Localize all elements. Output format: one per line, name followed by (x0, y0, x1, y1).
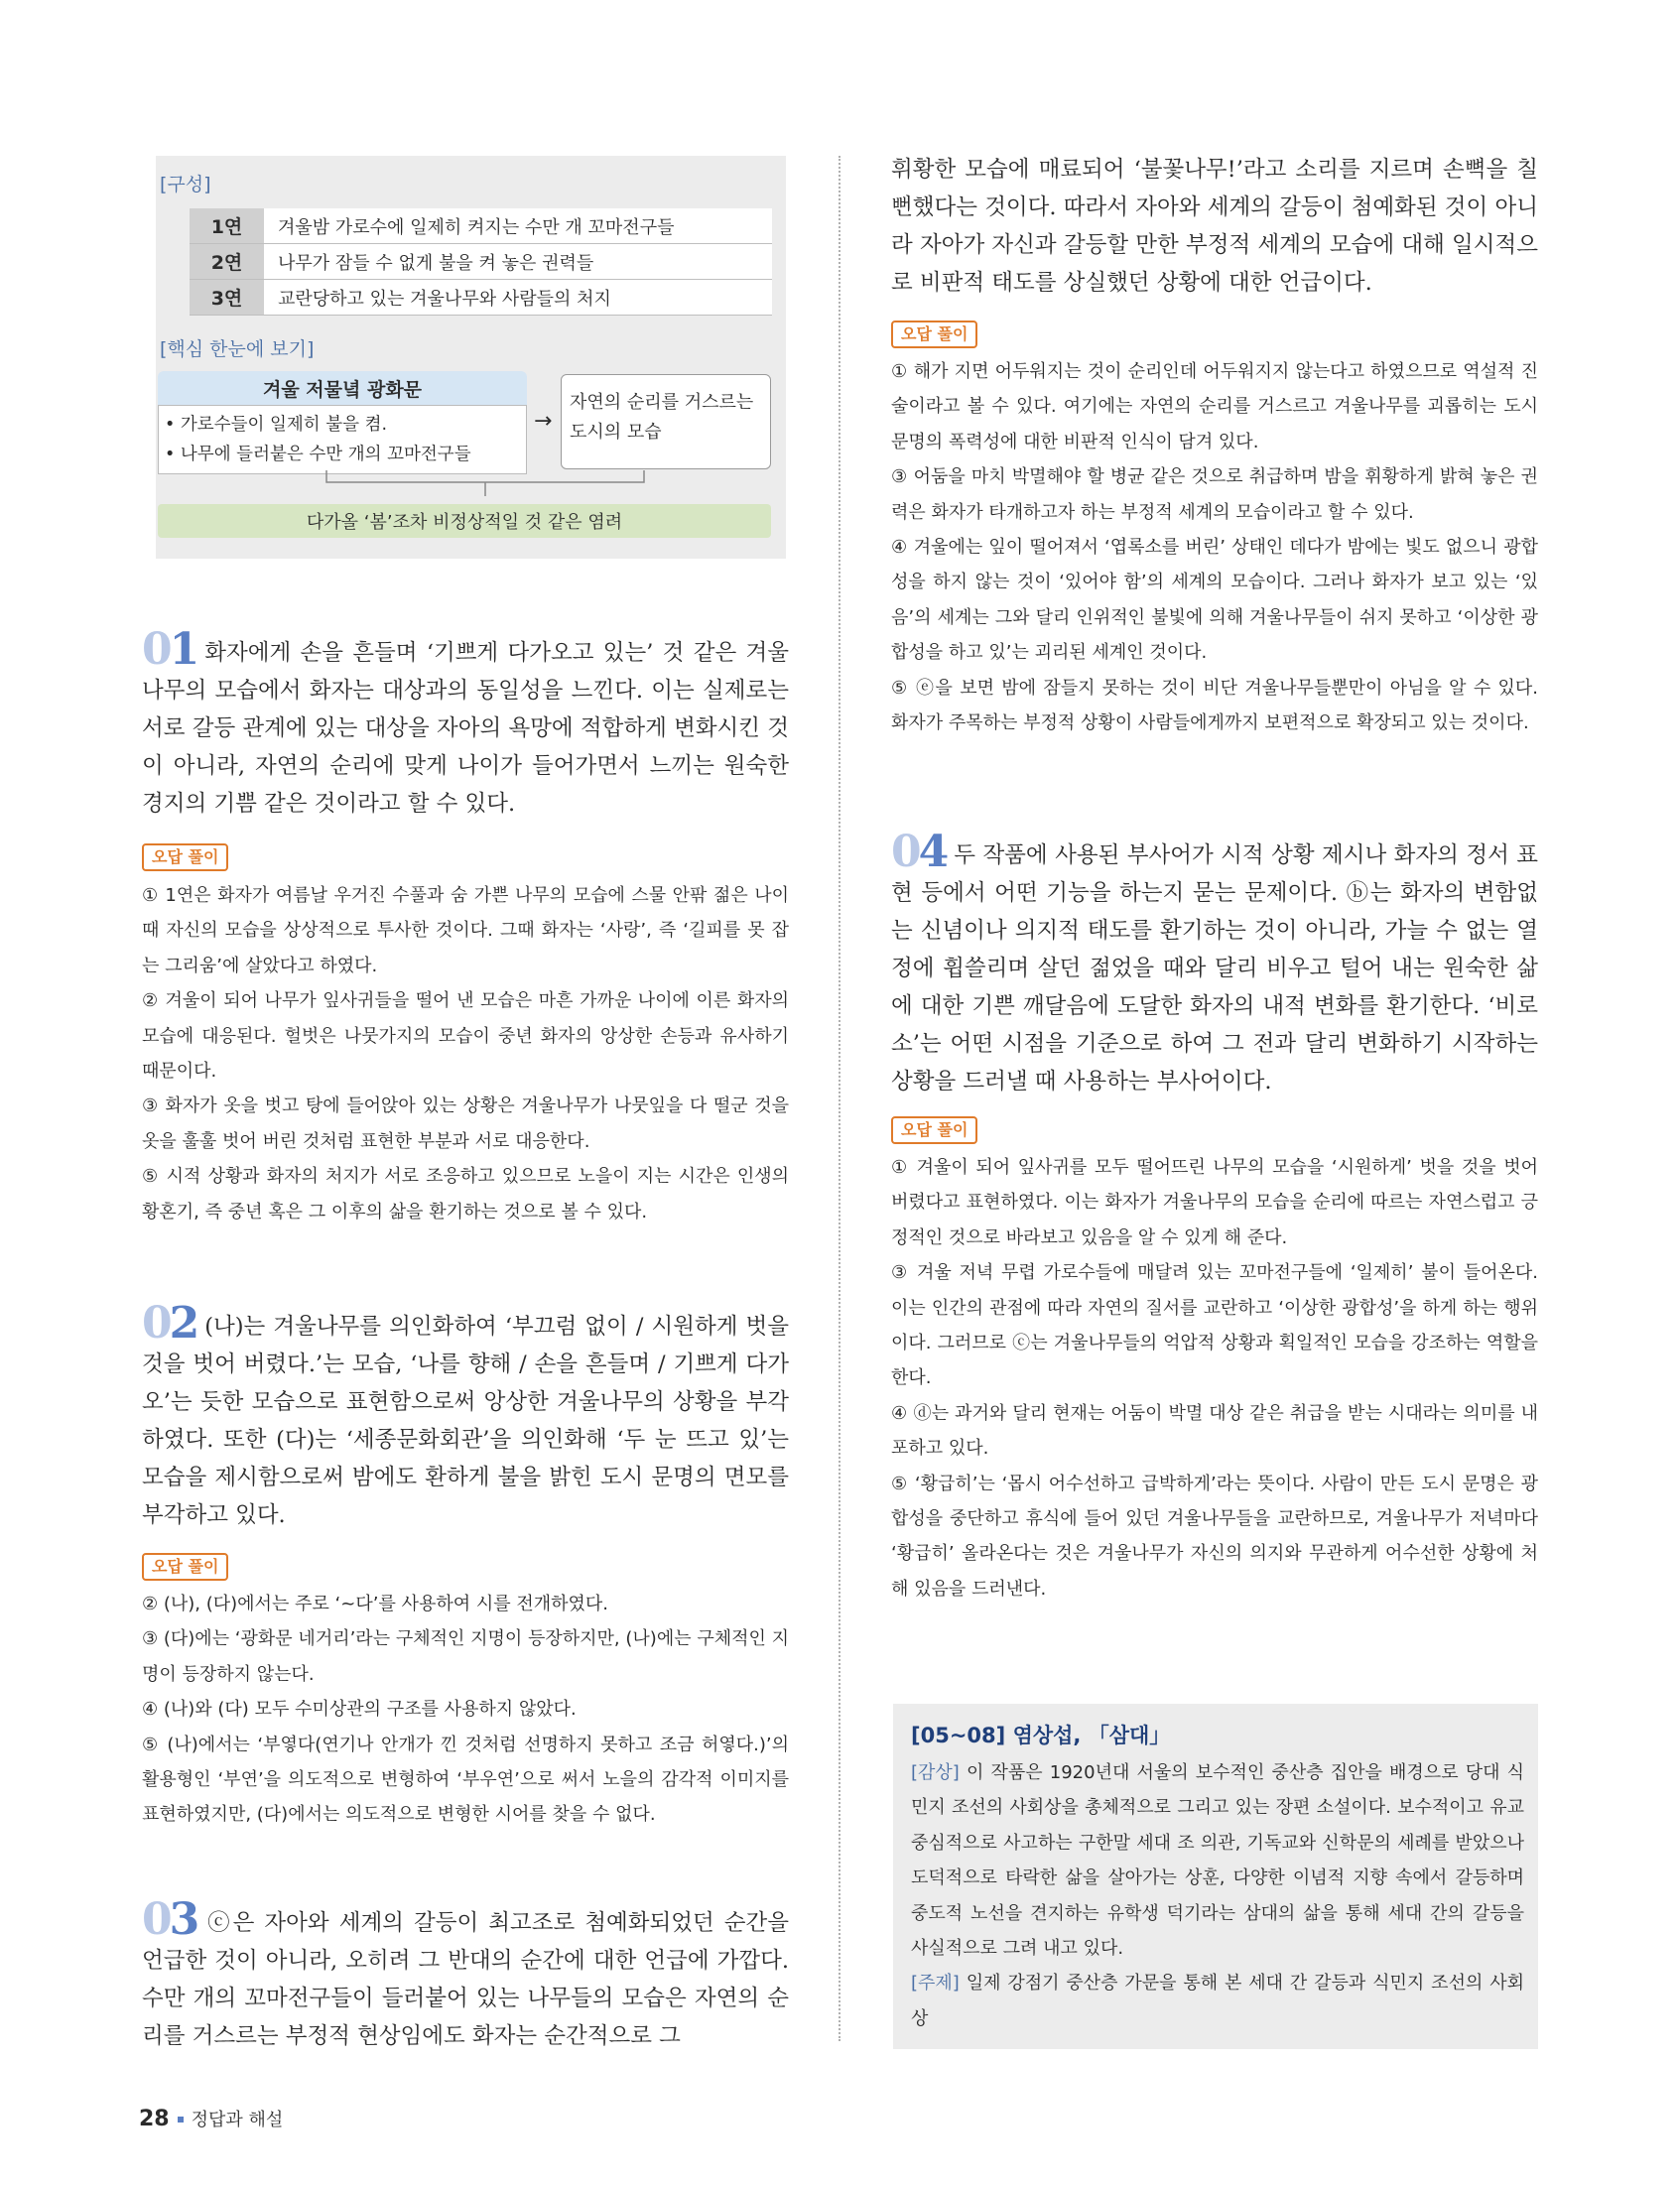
odap-badge: 오답 풀이 (891, 1116, 977, 1144)
footer-title: 정답과 해설 (191, 2110, 284, 2130)
question-02 (142, 1298, 789, 1534)
theme-tag: [주제] (911, 1973, 960, 1995)
list-item: ① 1연은 화자가 여름날 우거진 수풀과 숨 가쁜 나무의 모습에 스물 안팎 젊은 나이 때 자신의 모습을 상상적으로 투사한 것이다. 그때 화자는 ‘사랑’, 즉 ‘길피를 못 잡는 그리움’에 살았다고 하였다. (142, 885, 789, 976)
question-number: 01 (142, 624, 197, 675)
table-row: 3연 교란당하고 있는 겨울나무와 사람들의 처지 (190, 280, 772, 316)
list-item: ③ 어둠을 마치 박멸해야 할 병균 같은 것으로 취급하며 밤을 휘황하게 밝혀 놓은 권력은 화자가 타개하고자 하는 부정적 세계의 모습이라고 할 수 있다. (891, 466, 1538, 523)
structure-label: [구성] (160, 174, 211, 195)
list-item: • 나무에 들러붙은 수만 개의 꼬마전구들 (165, 445, 471, 464)
question-number: 02 (142, 1298, 197, 1349)
list-item: ① 해가 지면 어두워지는 것이 순리인데 어두워지지 않는다고 하였으므로 역설적 진술이라고 볼 수 있다. 여기에는 자연의 순리를 거스르고 겨울나무를 괴롭히는 도시 문명의 폭력성에 대한 비판적 인식이 담겨 있다. (891, 361, 1538, 452)
core-diagram (158, 371, 783, 550)
table-row: 2연 나무가 잠들 수 없게 불을 켜 놓은 권력들 (190, 244, 772, 280)
meaning-box: 자연의 순리를 거스르는 도시의 모습 (561, 374, 771, 469)
page-footer (139, 2106, 283, 2131)
odap-badge: 오답 풀이 (891, 321, 977, 348)
list-item: ② 겨울이 되어 나무가 잎사귀들을 떨어 낸 모습은 마흔 가까운 나이에 이른 화자의 모습에 대응된다. 헐벗은 나뭇가지의 모습이 중년 화자의 앙상한 손등과 유사하기 때문이다. (142, 990, 789, 1083)
explanation-02 (142, 1587, 789, 1833)
structure-table (190, 208, 772, 316)
work-title: [05~08] 염상섭, 「삼대」 (911, 1724, 1171, 1747)
list-item: ③ 화자가 옷을 벗고 탕에 들어앉아 있는 상황은 겨울나무가 나뭇잎을 다 떨군 것을 옷을 훌훌 벗어 버린 것처럼 표현한 부분과 서로 대응한다. (142, 1095, 789, 1152)
question-04 (891, 827, 1538, 1100)
odap-badge: 오답 풀이 (142, 843, 228, 871)
summary-box (156, 156, 786, 559)
question-03-continued: 휘황한 모습에 매료되어 ‘불꽃나무!’라고 소리를 지르며 손뼉을 칠 뻔했다는 것이다. 따라서 자아와 세계의 갈등이 첨예화된 것이 아니라 자아가 자신과 갈등할 만한 부정적 세계의 모습에 대해 일시적으로 비판적 태도를 상실했던 상황에 대한 언급이다. (891, 157, 1538, 296)
scene-box-title: 겨울 저물녘 광화문 (158, 371, 527, 405)
table-row: 1연 겨울밤 가로수에 일제히 켜지는 수만 개 꼬마전구들 (190, 208, 772, 244)
column-divider (839, 156, 840, 2041)
list-item: ③ 겨울 저녁 무렵 가로수들에 매달려 있는 꼬마전구들에 ‘일제히’ 불이 들어온다. 이는 인간의 관점에 따라 자연의 질서를 교란하고 ‘이상한 광합성’을 하게 하는 행위이다. 그러므로 ⓒ는 겨울나무들의 억압적 상황과 획일적인 모습을 강조하는 역할을 한다. (891, 1262, 1538, 1389)
bullet-icon (178, 2117, 184, 2123)
explanation-04 (891, 1150, 1538, 1607)
page-number: 28 (139, 2107, 170, 2131)
list-item: ⑤ 시적 상황과 화자의 처지가 서로 조응하고 있으므로 노을이 지는 시간은 인생의 황혼기, 즉 중년 혹은 그 이후의 삶을 환기하는 것으로 볼 수 있다. (142, 1166, 789, 1223)
concern-bar: 다가올 ‘봄’조차 비정상적일 것 같은 염려 (158, 504, 771, 538)
question-number: 04 (891, 827, 947, 877)
work-description: [감상] 이 작품은 1920년대 서울의 보수적인 중산층 집안을 배경으로 당대 식민지 조선의 사회상을 총체적으로 그리고 있는 장편 소설이다. 보수적이고 유교 중심적으로 사고하는 구한말 세대 조 의관, 기독교와 신학문의 세례를 받았으나 도덕적으로 타락한 삶을 살아가는 상훈, 다양한 이념적 지향 속에서 갈등하며 중도적 노선을 견지하는 유학생 덕기라는 삼대의 삶을 통해 세대 간의 갈등을 사실적으로 그려 내고 있다. [주제] 일제 강점기 중산층 가문을 통해 본 세대 간 갈등과 식민지 조선의 사회상 (911, 1762, 1524, 2029)
list-item: ③ (다)에는 ‘광화문 네거리’라는 구체적인 지명이 등장하지만, (나)에는 구체적인 지명이 등장하지 않는다. (142, 1628, 789, 1685)
list-item: ④ ⓓ는 과거와 달리 현재는 어둠이 박멸 대상 같은 취급을 받는 시대라는 의미를 내포하고 있다. (891, 1402, 1538, 1460)
list-item: ⑤ (나)에서는 ‘부옇다(연기나 안개가 낀 것처럼 선명하지 못하고 조금 허옇다.)’의 활용형인 ‘부연’을 의도적으로 변형하여 ‘부우연’으로 써서 노을의 감각적 이미지를 표현하였지만, (다)에서는 의도적으로 변형한 시어를 찾을 수 없다. (142, 1734, 789, 1826)
question-text: (나)는 겨울나무를 의인화하여 ‘부끄럼 없이 / 시원하게 벗을 것을 벗어 버렸다.’는 모습, ‘나를 향해 / 손을 흔들며 / 기쁘게 다가오’는 듯한 모습으로 표현함으로써 앙상한 겨울나무의 상황을 부각하였다. 또한 (다)는 ‘세종문화회관’을 의인화해 ‘두 눈 뜨고 있’는 모습을 제시함으로써 밤에도 환하게 불을 밝힌 도시 문명의 면모를 부각하고 있다. (142, 1314, 789, 1528)
list-item: ④ 겨울에는 잎이 떨어져서 ‘엽록소를 버린’ 상태인 데다가 밤에는 빛도 없으니 광합성을 하지 않는 것이 ‘있어야 함’의 세계의 모습이다. 그러나 화자가 보고 있는 ‘있음’의 세계는 그와 달리 인위적인 불빛에 의해 겨울나무들이 쉬지 못하고 ‘이상한 광합성을 하고 있’는 괴리된 세계인 것이다. (891, 537, 1538, 664)
question-number: 03 (142, 1894, 197, 1945)
list-item: ① 겨울이 되어 잎사귀를 모두 떨어뜨린 나무의 모습을 ‘시원하게’ 벗을 것을 벗어 버렸다고 표현하였다. 이는 화자가 겨울나무의 모습을 순리에 따르는 자연스럽고 긍정적인 것으로 바라보고 있음을 알 수 있게 해 준다. (891, 1157, 1538, 1248)
list-item: • 가로수들이 일제히 불을 켬. (165, 415, 388, 435)
list-item: ④ (나)와 (다) 모두 수미상관의 구조를 사용하지 않았다. (142, 1699, 577, 1721)
question-text: 두 작품에 사용된 부사어가 시적 상황 제시나 화자의 정서 표현 등에서 어떤 기능을 하는지 묻는 문제이다. ⓑ는 화자의 변함없는 신념이나 의지적 태도를 환기하는 것이 아니라, 가늘 수 없는 열정에 휩쓸리며 살던 젊었을 때와 달리 비우고 털어 내는 원숙한 삶에 대한 기쁜 깨달음에 도달한 화자의 내적 변화를 환기한다. ‘비로소’는 어떤 시점을 기준으로 하여 그 전과 달리 변화하기 시작하는 상황을 드러낼 때 사용하는 부사어이다. (891, 842, 1538, 1094)
list-item: ⑤ ⓔ을 보면 밤에 잠들지 못하는 것이 비단 겨울나무들뿐만이 아님을 알 수 있다. 화자가 주목하는 부정적 상황이 사람들에게까지 보편적으로 확장되고 있는 것이다. (891, 677, 1538, 734)
bracket-connector (158, 470, 783, 504)
appreciation-tag: [감상] (911, 1762, 960, 1783)
explanation-01 (142, 878, 789, 1229)
explanation-03 (891, 354, 1538, 740)
arrow-icon: → (534, 409, 553, 434)
list-item: ② (나), (다)에서는 주로 ‘~다’를 사용하여 시를 전개하였다. (142, 1594, 609, 1614)
question-03 (142, 1894, 789, 2055)
list-item: ⑤ ‘황급히’는 ‘몹시 어수선하고 급박하게’라는 뜻이다. 사람이 만든 도시 문명은 광합성을 중단하고 휴식에 들어 있던 겨울나무들을 교란하므로, 겨울나무가 저녁마다 ‘황급히’ 올라온다는 것은 겨울나무가 자신의 의지와 무관하게 어수선한 상황에 처해 있음을 드러낸다. (891, 1473, 1538, 1600)
question-text: ⓒ은 자아와 세계의 갈등이 최고조로 첨예화되었던 순간을 언급한 것이 아니라, 오히려 그 반대의 순간에 대한 언급에 가깝다. 수만 개의 꼬마전구들이 들러붙어 있는 나무들의 모습은 자연의 순리를 거스르는 부정적 현상임에도 화자는 순간적으로 그 (142, 1910, 789, 2049)
question-text: 화자에게 손을 흔들며 ‘기쁘게 다가오고 있는’ 것 같은 겨울나무의 모습에서 화자는 대상과의 동일성을 느낀다. 이는 실제로는 서로 갈등 관계에 있는 대상을 자아의 욕망에 적합하게 변화시킨 것이 아니라, 자연의 순리에 맞게 나이가 들어가면서 느끼는 원숙한 경지의 기쁨 같은 것이라고 할 수 있다. (142, 640, 789, 817)
core-label: [핵심 한눈에 보기] (160, 338, 315, 360)
work-info-box (893, 1704, 1538, 2049)
question-01 (142, 624, 789, 823)
odap-badge: 오답 풀이 (142, 1553, 228, 1581)
scene-box (158, 371, 527, 474)
